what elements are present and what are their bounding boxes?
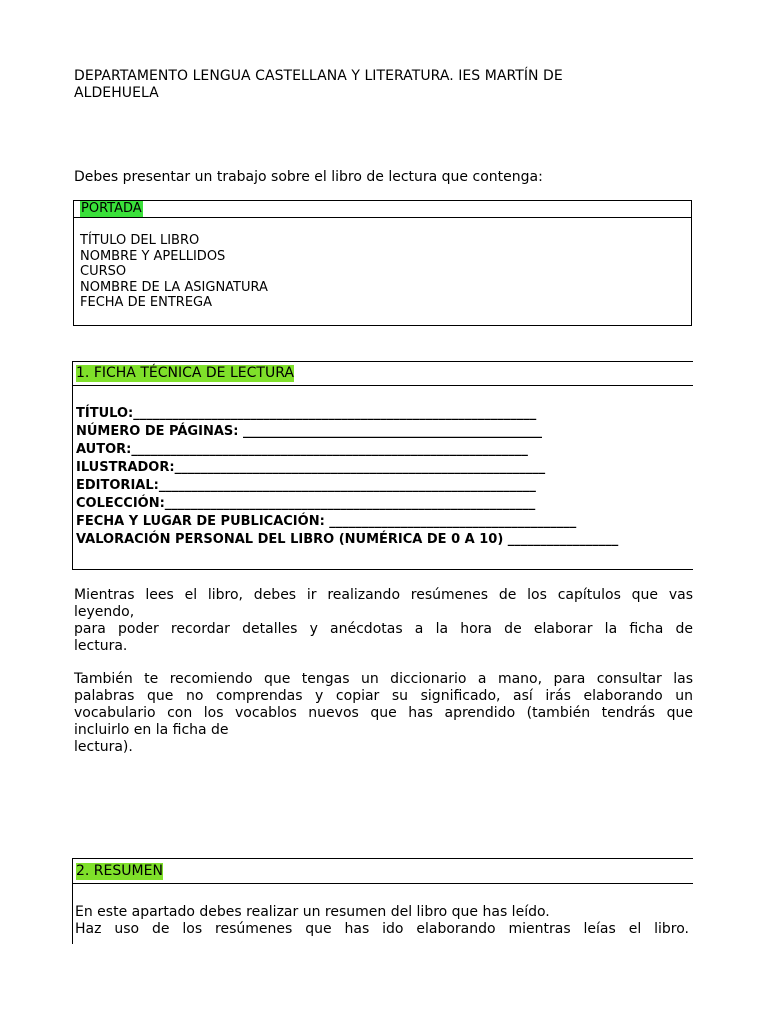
ficha-field-paginas: NÚMERO DE PÁGINAS: ______________________________________________ (76, 424, 542, 439)
portada-heading: PORTADA (81, 201, 142, 216)
paragraph-line: leyendo, (74, 604, 135, 620)
paragraph-line: para poder recordar detalles y anécdotas a la hora de elaborar la ficha de (74, 621, 693, 637)
portada-box (73, 200, 692, 326)
resumen-heading: 2. RESUMEN (76, 863, 163, 879)
paragraph-line: vocabulario con los vocablos nuevos que has aprendido (también tendrás que (74, 705, 693, 721)
resumen-line: Haz uso de los resúmenes que has ido elaborando mientras leías el libro. (75, 921, 689, 937)
paragraph-resumenes (74, 587, 693, 621)
ficha-heading-number: 1. (76, 365, 90, 381)
resumen-header-box (72, 858, 693, 884)
ficha-field-editorial: EDITORIAL:__________________________________________________________ (76, 478, 536, 493)
portada-list (80, 233, 268, 311)
paragraph-line: También te recomiendo que tengas un diccionario a mano, para consultar las (74, 671, 693, 687)
paragraph-recordar (74, 621, 693, 655)
ficha-field-titulo: TÍTULO:______________________________________________________________ (76, 406, 537, 421)
ficha-field-fecha-lugar: FECHA Y LUGAR DE PUBLICACIÓN: ______________________________________ (76, 514, 577, 529)
intro-text: Debes presentar un trabajo sobre el libro de lectura que contenga: (74, 169, 543, 185)
paragraph-line: palabras que no comprendas y copiar su significado, así irás elaborando un (74, 688, 693, 704)
resumen-line: En este apartado debes realizar un resumen del libro que has leído. (75, 904, 550, 920)
ficha-fields (76, 405, 618, 549)
department-header-line1: DEPARTAMENTO LENGUA CASTELLANA Y LITERATURA. IES MARTÍN DE (74, 68, 563, 84)
resumen-left-border (72, 884, 73, 944)
paragraph-diccionario (74, 671, 693, 756)
ficha-tecnica-heading (76, 365, 294, 382)
portada-item: CURSO (80, 264, 127, 279)
resumen-body (75, 904, 689, 938)
paragraph-line: lectura). (74, 739, 133, 755)
ficha-tecnica-header (73, 362, 693, 386)
ficha-field-ilustrador: ILUSTRADOR:_________________________________________________________ (76, 460, 546, 475)
paragraph-line: Mientras lees el libro, debes ir realizando resúmenes de los capítulos que vas (74, 587, 693, 603)
ficha-field-coleccion: COLECCIÓN:_________________________________________________________ (76, 496, 536, 511)
department-header (74, 68, 674, 102)
paragraph-line: lectura. (74, 638, 128, 654)
portada-header (74, 201, 691, 218)
department-header-line2: ALDEHUELA (74, 85, 159, 101)
portada-item: NOMBRE Y APELLIDOS (80, 248, 226, 264)
portada-item: TÍTULO DEL LIBRO (80, 233, 200, 248)
ficha-field-valoracion: VALORACIÓN PERSONAL DEL LIBRO (NUMÉRICA DE 0 A 10) _________________ (76, 532, 619, 547)
portada-item: NOMBRE DE LA ASIGNATURA (80, 279, 268, 295)
ficha-heading-text: FICHA TÉCNICA DE LECTURA (93, 365, 294, 381)
portada-item: FECHA DE ENTREGA (80, 295, 213, 310)
paragraph-line: incluirlo en la ficha de (74, 722, 229, 738)
ficha-tecnica-box (72, 361, 693, 570)
ficha-field-autor: AUTOR:_____________________________________________________________ (76, 442, 528, 457)
